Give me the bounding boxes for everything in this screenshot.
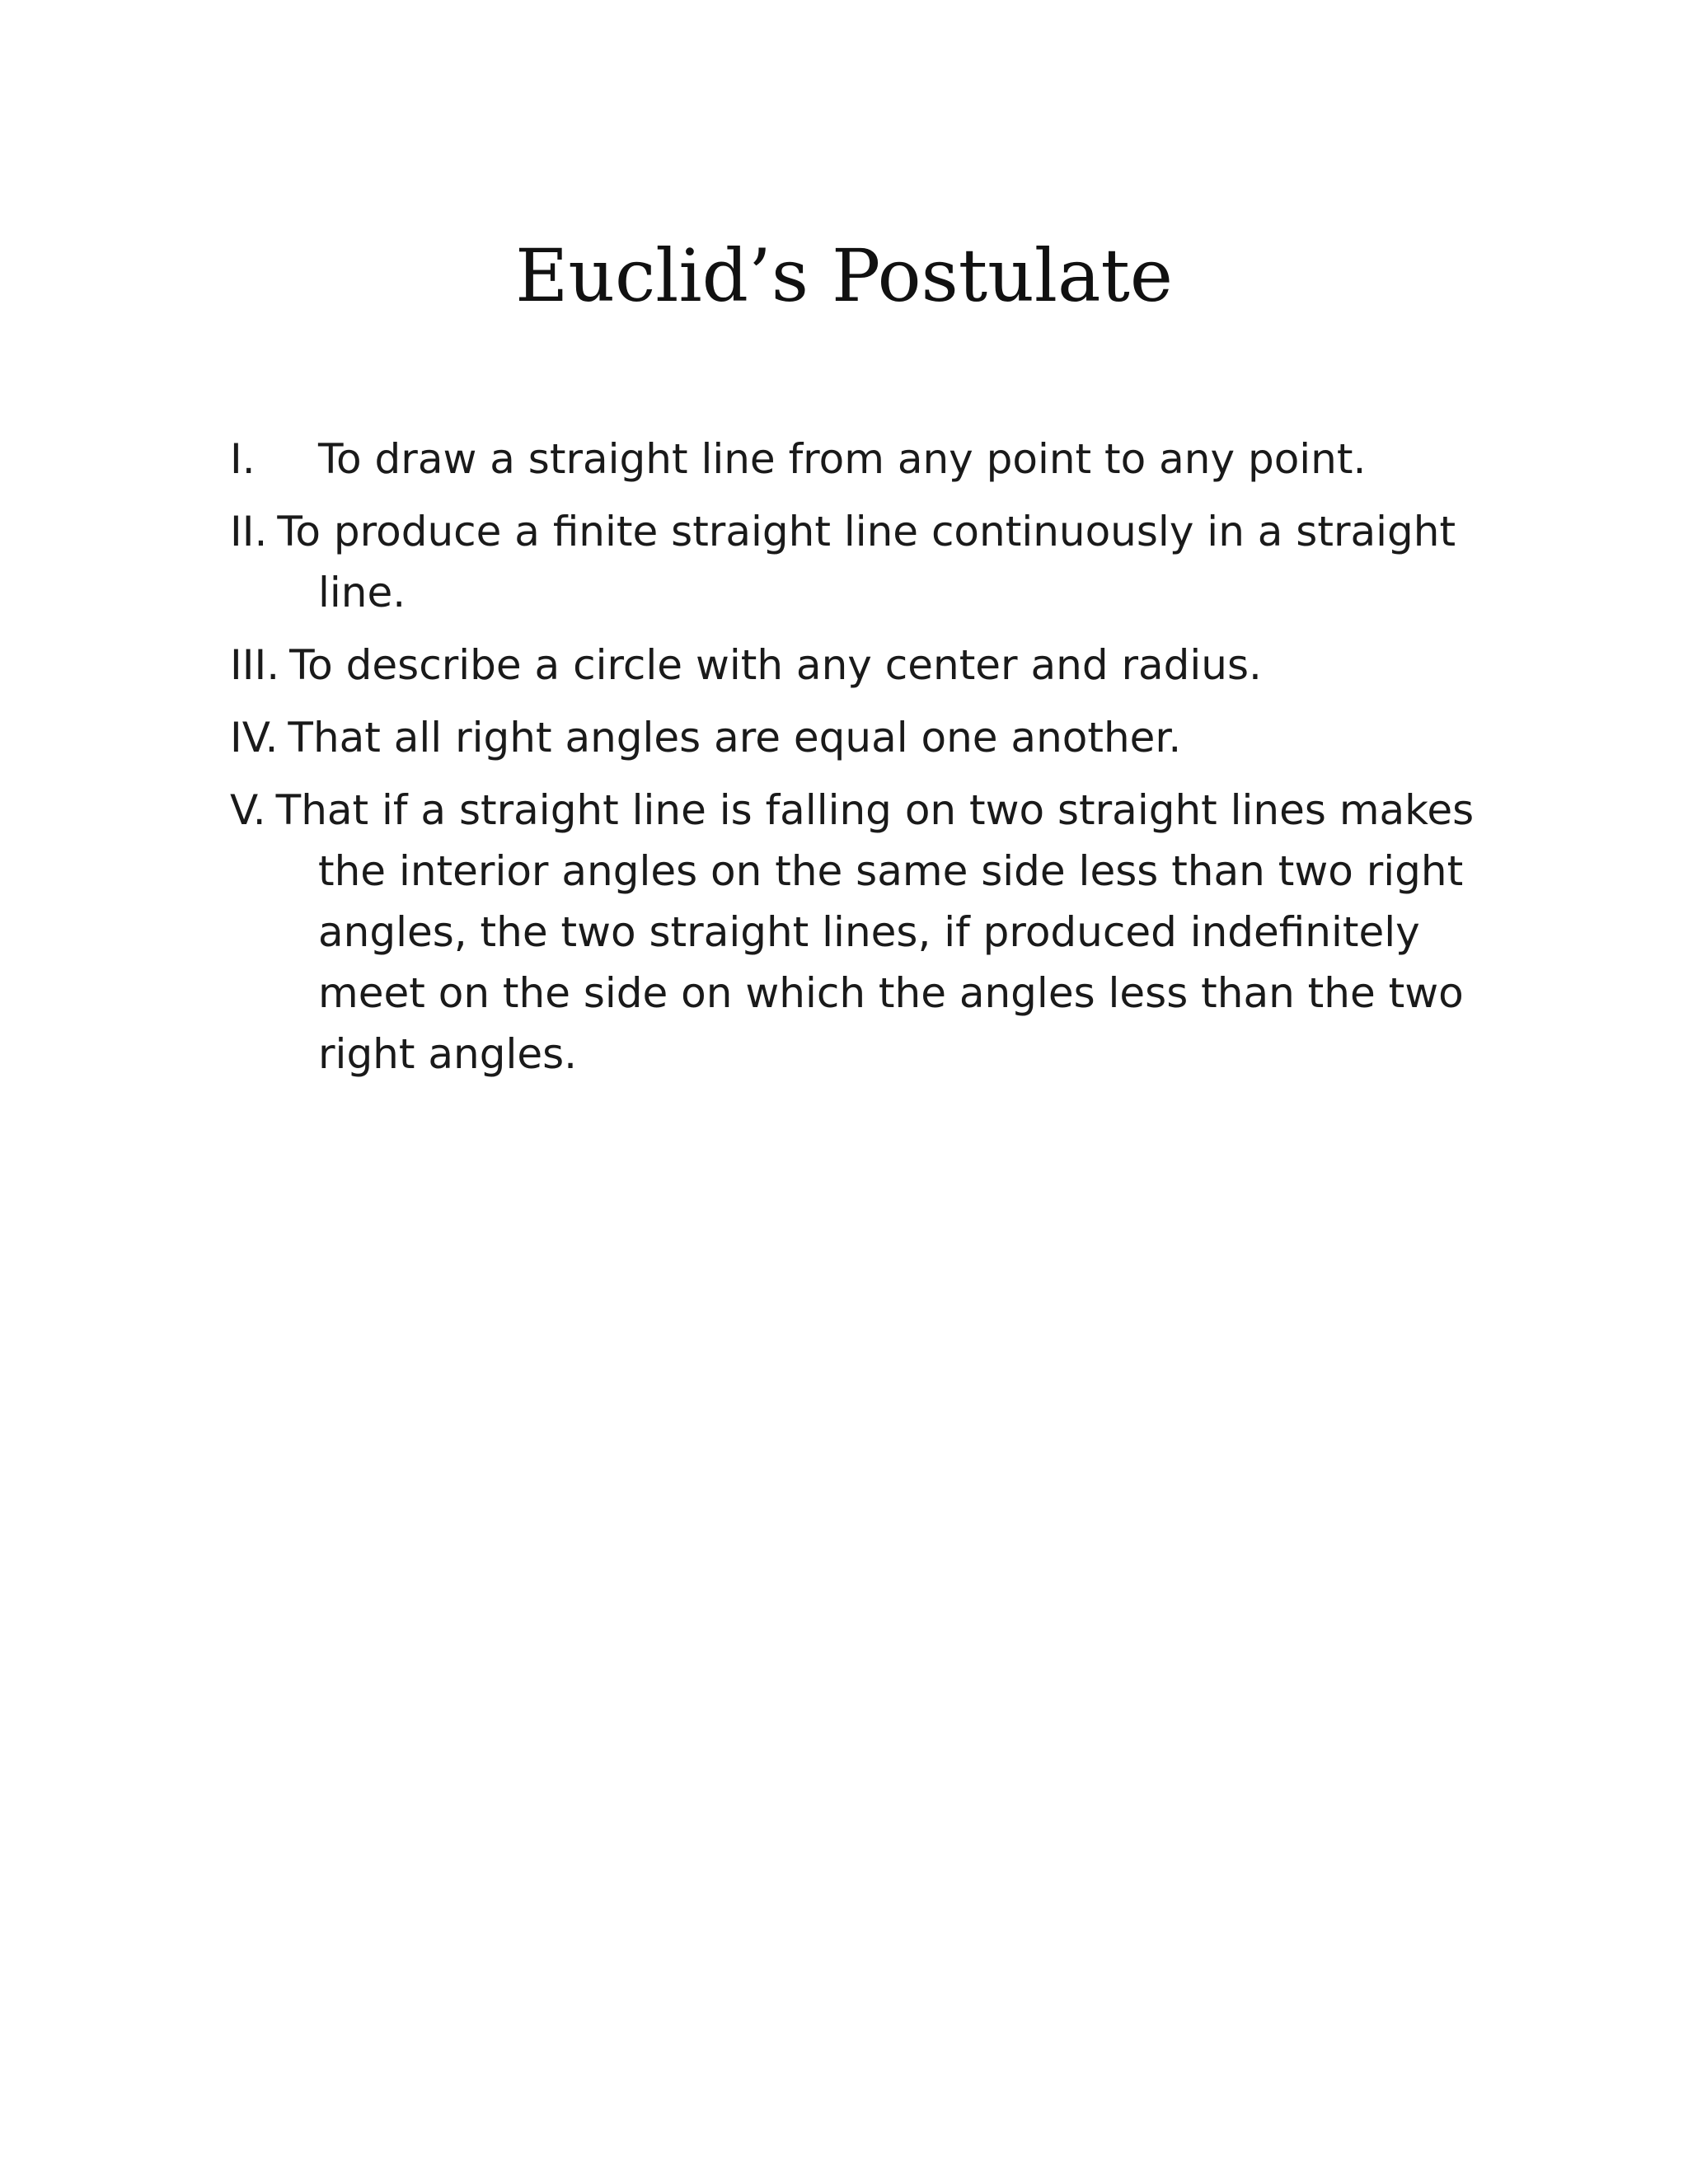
postulate-item xyxy=(230,707,1483,768)
postulate-numeral: IV. xyxy=(230,714,279,762)
postulate-numeral: V. xyxy=(230,786,266,834)
postulate-item xyxy=(230,780,1483,1085)
postulate-item xyxy=(230,635,1483,696)
postulate-numeral: II. xyxy=(230,508,268,555)
postulate-item xyxy=(230,429,1483,490)
postulate-text: That all right angles are equal one another. xyxy=(288,714,1182,762)
postulate-numeral: III. xyxy=(230,641,280,689)
document-title: Euclid’s Postulate xyxy=(515,233,1173,318)
postulate-numeral: I. xyxy=(230,435,256,483)
postulate-item xyxy=(230,501,1483,623)
postulate-text: That if a straight line is falling on two straight lines makes the interior angles on the same side less than two right angles, the two straight lines, if produced indefinitely meet on the side on which the angles less than the two right angles. xyxy=(275,786,1475,1078)
postulate-text: To produce a finite straight line continuously in a straight line. xyxy=(277,508,1456,616)
postulate-text: To describe a circle with any center and radius. xyxy=(289,641,1262,689)
postulate-text: To draw a straight line from any point to any point. xyxy=(318,435,1367,483)
postulate-list xyxy=(230,429,1483,1096)
